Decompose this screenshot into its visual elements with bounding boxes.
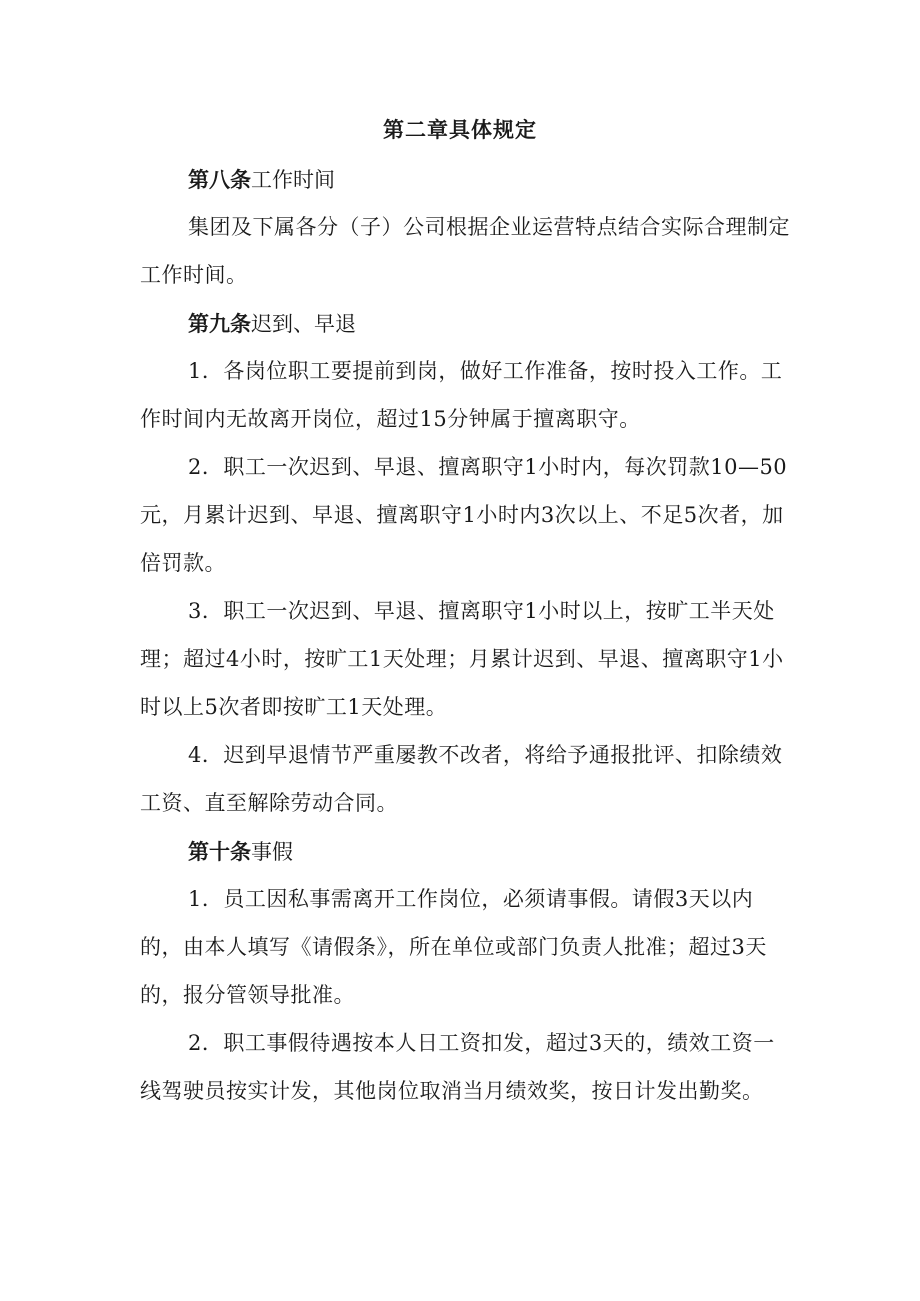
article-9-number: 第九条 xyxy=(188,312,251,336)
article-8-paragraph-1: 集团及下属各分（子）公司根据企业运营特点结合实际合理制定工作时间。 xyxy=(140,215,790,287)
article-8-heading xyxy=(188,164,335,196)
article-10-heading xyxy=(188,836,293,868)
article-9-paragraph-2: 2．职工一次迟到、早退、擅离职守1小时内，每次罚款10—50元，月累计迟到、早退、擅离职守1小时内3次以上、不足5次者，加倍罚款。 xyxy=(140,455,788,575)
article-9-heading xyxy=(188,308,356,340)
article-9-paragraph-3: 3．职工一次迟到、早退、擅离职守1小时以上，按旷工半天处理；超过4小时，按旷工1天处理；月累计迟到、早退、擅离职守1小时以上5次者即按旷工1天处理。 xyxy=(140,599,784,719)
article-8-number: 第八条 xyxy=(188,168,251,192)
article-10-paragraph-1: 1．员工因私事需离开工作岗位，必须请事假。请假3天以内的，由本人填写《请假条》，所在单位或部门负责人批准；超过3天的，报分管领导批准。 xyxy=(140,887,767,1007)
article-10-paragraph-2: 2．职工事假待遇按本人日工资扣发，超过3天的，绩效工资一线驾驶员按实计发，其他岗位取消当月绩效奖，按日计发出勤奖。 xyxy=(140,1031,775,1103)
chapter-title: 第二章具体规定 xyxy=(383,118,537,142)
article-10-title: 事假 xyxy=(251,840,293,864)
article-9-title: 迟到、早退 xyxy=(251,312,356,336)
article-10-number: 第十条 xyxy=(188,840,251,864)
article-9-paragraph-1: 1．各岗位职工要提前到岗，做好工作准备，按时投入工作。工作时间内无故离开岗位，超过15分钟属于擅离职守。 xyxy=(140,359,783,431)
article-9-paragraph-4: 4．迟到早退情节严重屡教不改者，将给予通报批评、扣除绩效工资、直至解除劳动合同。 xyxy=(140,743,783,815)
article-8-title: 工作时间 xyxy=(251,168,335,192)
